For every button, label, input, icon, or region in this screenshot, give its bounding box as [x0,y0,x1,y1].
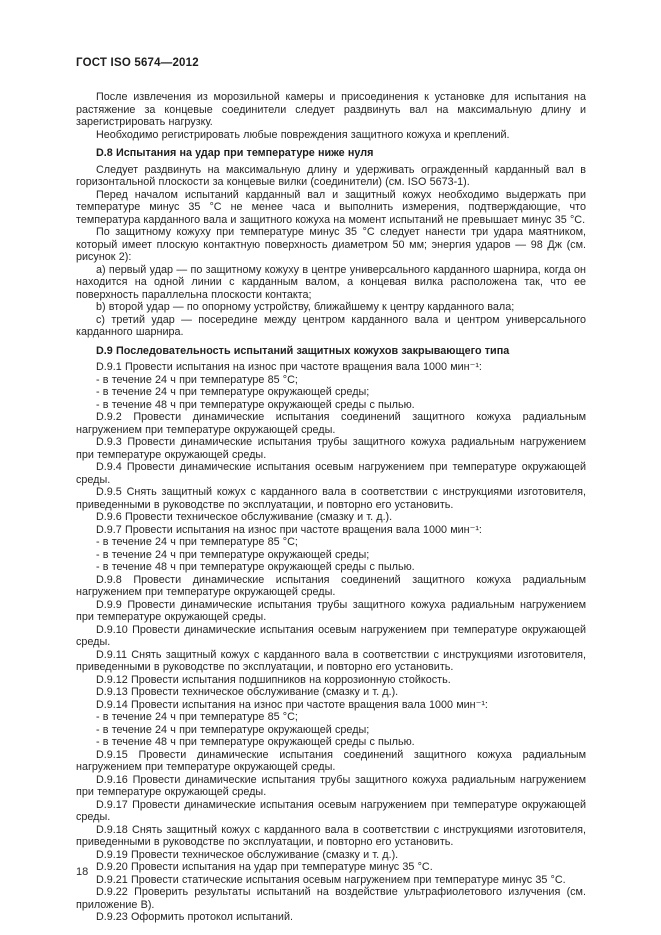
paragraph: D.9.17 Провести динамические испытания осевым нагружением при температуре окружающей среды. [76,798,586,823]
paragraph: D.9.7 Провести испытания на износ при частоте вращения вала 1000 мин⁻¹: [96,523,482,536]
paragraph: D.9.2 Провести динамические испытания соединений защитного кожуха радиальным нагружением при температуре окружающей среды. [76,411,586,436]
paragraph: D.9.6 Провести техническое обслуживание (смазку и т. д.). [96,511,393,523]
paragraph: Необходимо регистрировать любые повреждения защитного кожуха и креплений. [96,128,510,141]
paragraph: Перед началом испытаний карданный вал и защитный кожух необходимо выдержать при температуре минус 35 °С не менее часа и выполнить измерения, подтверждающие, что температура карданного вала и защитного кожуха на момент испытаний не превышает минус 35 °С. [76,188,586,226]
paragraph: D.9.4 Провести динамические испытания осевым нагружением при температуре окружающей среды. [76,461,586,486]
paragraph: b) второй удар — по опорному устройству, ближайшему к центру карданного вала; [96,301,515,313]
paragraph: D.9.11 Снять защитный кожух с карданного вала в соответствии с инструкциями изготовителя, приведенными в руководстве по эксплуатации, и повторно его установить. [76,648,586,673]
section-heading: D.9 Последовательность испытаний защитных кожухов закрывающего типа [96,344,510,357]
list-item: - в течение 48 ч при температуре окружающей среды с пылью. [96,561,415,573]
paragraph: D.9.10 Провести динамические испытания осевым нагружением при температуре окружающей среды. [76,623,586,648]
paragraph: D.9.14 Провести испытания на износ при частоте вращения вала 1000 мин⁻¹: [96,698,488,711]
paragraph: Следует раздвинуть на максимальную длину и удерживать огражденный карданный вал в горизонтальной плоскости за концевые вилки (соединители) (см. ISO 5673-1). [76,163,586,188]
paragraph: D.9.12 Провести испытания подшипников на коррозионную стойкость. [96,673,451,686]
list-item: - в течение 24 ч при температуре 85 °С; [96,536,298,548]
list-item: - в течение 24 ч при температуре 85 °С; [96,373,298,386]
list-item: - в течение 24 ч при температуре окружающей среды; [96,723,370,736]
paragraph: D.9.13 Провести техническое обслуживание (смазку и т. д.). [96,686,399,698]
paragraph: D.9.23 Оформить протокол испытаний. [96,911,293,923]
list-item: - в течение 24 ч при температуре окружающей среды; [96,386,370,398]
document-body [76,91,586,924]
paragraph: a) первый удар — по защитному кожуху в центре универсального карданного шарнира, когда он находится на одной линии с карданным валом, а концевая вилка расположена так, что ее поверхность параллельна плоскости контакта; [76,263,586,301]
paragraph: D.9.21 Провести статические испытания осевым нагружением при температуре минус 35 °С. [96,873,566,886]
paragraph: c) третий удар — посередине между центром карданного вала и центром универсального карданного шарнира. [76,313,586,338]
list-item: - в течение 48 ч при температуре окружающей среды с пылью. [96,736,415,748]
list-item: - в течение 24 ч при температуре 85 °С; [96,711,298,723]
list-item: - в течение 24 ч при температуре окружающей среды; [96,548,370,561]
paragraph: После извлечения из морозильной камеры и присоединения к установке для испытания на растяжение за концевые соединители следует раздвинуть вал на максимальную длину и зарегистрировать нагрузку. [76,91,586,128]
paragraph: D.9.16 Провести динамические испытания трубы защитного кожуха радиальным нагружением при температуре окружающей среды. [76,773,586,798]
paragraph: D.9.22 Проверить результаты испытаний на воздействие ультрафиолетового излучения (см. приложение В). [76,886,586,911]
paragraph: D.9.15 Провести динамические испытания соединений защитного кожуха радиальным нагружением при температуре окружающей среды. [76,748,586,773]
paragraph: D.9.19 Провести техническое обслуживание (смазку и т. д.). [96,848,399,861]
document-title: ГОСТ ISO 5674—2012 [76,57,199,69]
list-item: - в течение 48 ч при температуре окружающей среды с пылью. [96,398,415,411]
paragraph: D.9.1 Провести испытания на износ при частоте вращения вала 1000 мин⁻¹: [96,361,482,373]
paragraph: D.9.20 Провести испытания на удар при температуре минус 35 °С. [96,861,433,873]
paragraph: D.9.3 Провести динамические испытания трубы защитного кожуха радиальным нагружением при температуре окружающей среды. [76,436,586,461]
paragraph: D.9.8 Провести динамические испытания соединений защитного кожуха радиальным нагружением при температуре окружающей среды. [76,573,586,598]
document-content [76,57,586,924]
paragraph: D.9.5 Снять защитный кожух с карданного вала в соответствии с инструкциями изготовителя, приведенными в руководстве по эксплуатации, и повторно его установить. [76,486,586,511]
paragraph: D.9.18 Снять защитный кожух с карданного вала в соответствии с инструкциями изготовителя, приведенными в руководстве по эксплуатации, и повторно его установить. [76,823,586,848]
paragraph: D.9.9 Провести динамические испытания трубы защитного кожуха радиальным нагружением при температуре окружающей среды. [76,598,586,623]
section-heading: D.8 Испытания на удар при температуре ниже нуля [96,147,374,159]
paragraph: По защитному кожуху при температуре минус 35 °С следует нанести три удара маятником, который имеет плоскую контактную поверхность диаметром 50 мм; энергия ударов — 98 Дж (см. рисунок 2): [76,226,586,263]
page-number: 18 [76,866,89,878]
